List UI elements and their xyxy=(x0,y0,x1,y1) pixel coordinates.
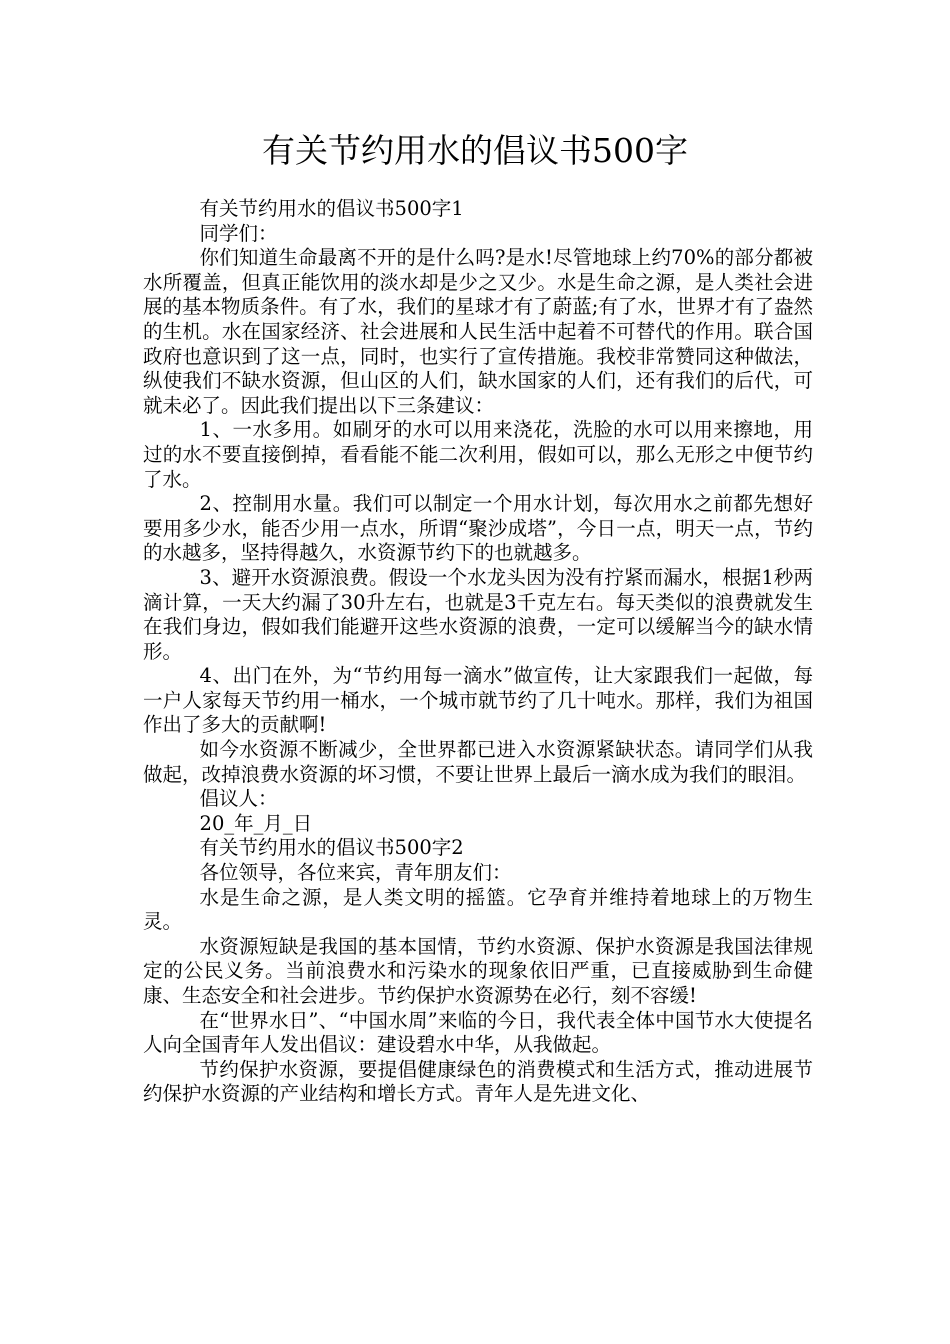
document-body xyxy=(143,197,813,1107)
suggestion-3: 3、避开水资源浪费。假设一个水龙头因为没有拧紧而漏水，根据1秒两滴计算，一天大约漏了30升左右，也就是3千克左右。每天类似的浪费就发生在我们身边，假如我们能避开这些水资源的浪费，一定可以缓解当今的缺水情形。 xyxy=(143,565,813,663)
document-title: 有关节约用水的倡议书500字 xyxy=(262,131,688,170)
suggestion-2: 2、控制用水量。我们可以制定一个用水计划，每次用水之前都先想好要用多少水，能否少用一点水，所谓“聚沙成塔”，今日一点，明天一点，节约的水越多，坚持得越久，水资源节约下的也就越多。 xyxy=(143,492,813,565)
salutation-1: 同学们： xyxy=(199,221,278,245)
paragraph: 在“世界水日”、“中国水周”来临的今日，我代表全体中国节水大使提名人向全国青年人发出倡议：建设碧水中华，从我做起。 xyxy=(143,1008,813,1057)
date-line: 20_年_月_日 xyxy=(199,811,313,835)
paragraph: 水是生命之源，是人类文明的摇篮。它孕育并维持着地球上的万物生灵。 xyxy=(143,885,813,934)
section-heading-2: 有关节约用水的倡议书500字2 xyxy=(199,836,464,860)
suggestion-4: 4、出门在外，为“节约用每一滴水”做宣传，让大家跟我们一起做，每一户人家每天节约用一桶水，一个城市就节约了几十吨水。那样，我们为祖国作出了多大的贡献啊! xyxy=(143,664,813,737)
suggestion-1: 1、一水多用。如刷牙的水可以用来浇花，洗脸的水可以用来擦地，用过的水不要直接倒掉，看看能不能二次利用，假如可以，那么无形之中便节约了水。 xyxy=(143,418,813,491)
signature-label: 倡议人： xyxy=(199,787,278,811)
salutation-2: 各位领导，各位来宾，青年朋友们： xyxy=(199,861,512,885)
paragraph: 节约保护水资源，要提倡健康绿色的消费模式和生活方式，推动进展节约保护水资源的产业结构和增长方式。青年人是先进文化、 xyxy=(143,1057,813,1106)
paragraph-intro: 你们知道生命最离不开的是什么吗?是水!尽管地球上约70%的部分都被水所覆盖，但真正能饮用的淡水却是少之又少。水是生命之源，是人类社会进展的基本物质条件。有了水，我们的星球才有了蔚蓝;有了水，世界才有了盎然的生机。水在国家经济、社会进展和人民生活中起着不可替代的作用。联合国政府也意识到了这一点，同时，也实行了宣传措施。我校非常赞同这种做法，纵使我们不缺水资源，但山区的人们，缺水国家的人们，还有我们的后代，可就未必了。因此我们提出以下三条建议： xyxy=(143,246,813,417)
paragraph-conclusion: 如今水资源不断减少，全世界都已进入水资源紧缺状态。请同学们从我做起，改掉浪费水资源的坏习惯，不要让世界上最后一滴水成为我们的眼泪。 xyxy=(143,738,813,786)
section-heading-1: 有关节约用水的倡议书500字1 xyxy=(199,197,464,220)
paragraph: 水资源短缺是我国的基本国情，节约水资源、保护水资源是我国法律规定的公民义务。当前浪费水和污染水的现象依旧严重，已直接威胁到生命健康、生态安全和社会进步。节约保护水资源势在必行，刻不容缓! xyxy=(143,934,813,1007)
